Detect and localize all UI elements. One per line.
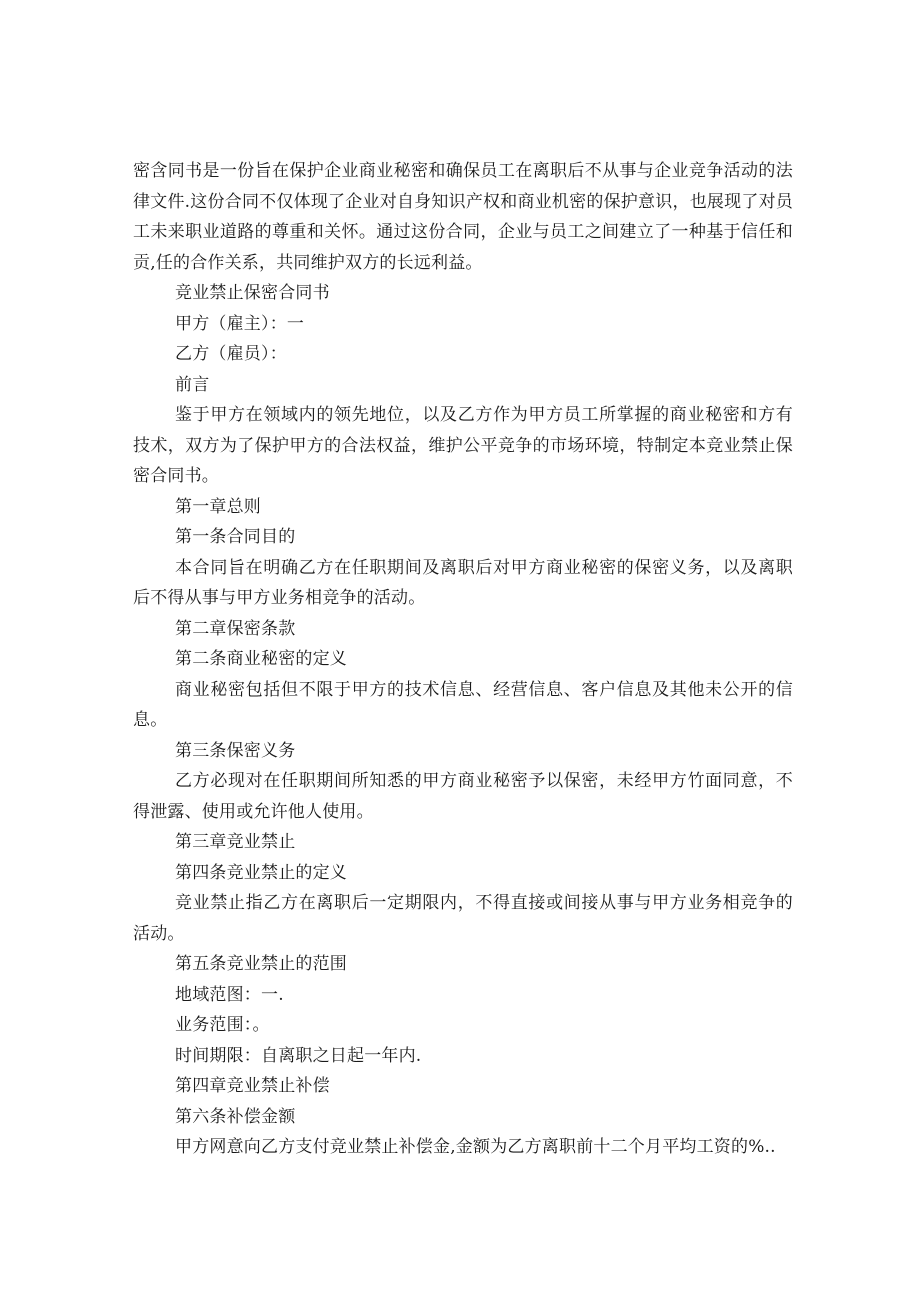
chapter-1-heading: 第一章总则 (175, 496, 261, 517)
article-6-paragraph: 甲方网意向乙方支付竞业禁止补偿金,金额为乙方离职前十二个月平均工资的%.. (175, 1137, 776, 1157)
article-6-heading: 第六条补偿金额 (175, 1106, 296, 1127)
preface-heading: 前言 (175, 374, 210, 395)
article-3-heading: 第三条保密义务 (175, 740, 296, 761)
article-1-paragraph: 本合同旨在明确乙方在任职期间及离职后对甲方商业秘密的保密义务，以及离职后不得从事与甲方业务相竞争的活动。 (133, 557, 793, 608)
scope-time-line: 时间期限：自离职之日起一年内. (175, 1045, 422, 1066)
scope-business-line: 业务范围：。 (175, 1015, 270, 1035)
article-2-heading: 第二条商业秘密的定义 (175, 649, 347, 669)
article-4-paragraph: 竞业禁止指乙方在离职后一定期限内，不得直接或间接从事与甲方业务相竞争的活动。 (133, 893, 793, 944)
article-3-paragraph: 乙方必现对在任职期间所知悉的甲方商业秘密予以保密，未经甲方竹面同意，不得泄露、使用或允许他人使用。 (133, 771, 793, 822)
chapter-4-heading: 第四章竞业禁止补偿 (175, 1076, 330, 1096)
chapter-3-heading: 第三章竞业禁止 (175, 832, 296, 852)
party-a-line: 甲方（雇主）：一 (175, 313, 305, 334)
scope-region-line: 地域范图：一. (175, 984, 284, 1005)
article-4-heading: 第四条竞业禁止的定义 (175, 862, 347, 883)
document-page (133, 156, 793, 1163)
preface-paragraph: 鉴于甲方在领域内的领先地位，以及乙方作为甲方员工所掌握的商业秘密和方有技术，双方为了保护甲方的合法权益，维护公平竞争的市场环境，特制定本竞业禁止保密合同书。 (133, 405, 793, 486)
party-b-line: 乙方（雇员）： (175, 344, 287, 364)
article-5-heading: 第五条竞业禁止的范围 (175, 954, 347, 974)
intro-paragraph: 密含同书是一份旨在保护企业商业秘密和确保员工在离职后不从事与企业竞争活动的法律文件.这份合同不仅体现了企业对自身知识产权和商业机密的保护意识，也展现了对员工未来职业道路的尊重和关怀。通过这份合同，企业与员工之间建立了一种基于信任和贡,任的合作关系，共同维护双方的长远利益。 (133, 161, 793, 273)
chapter-2-heading: 第二章保密条款 (175, 618, 296, 639)
article-2-paragraph: 商业秘密包括但不限于甲方的技术信息、经营信息、客户信息及其他未公开的信息。 (133, 679, 793, 730)
article-1-heading: 第一条合同目的 (175, 527, 296, 547)
contract-title: 竞业禁止保密合同书 (175, 283, 330, 303)
